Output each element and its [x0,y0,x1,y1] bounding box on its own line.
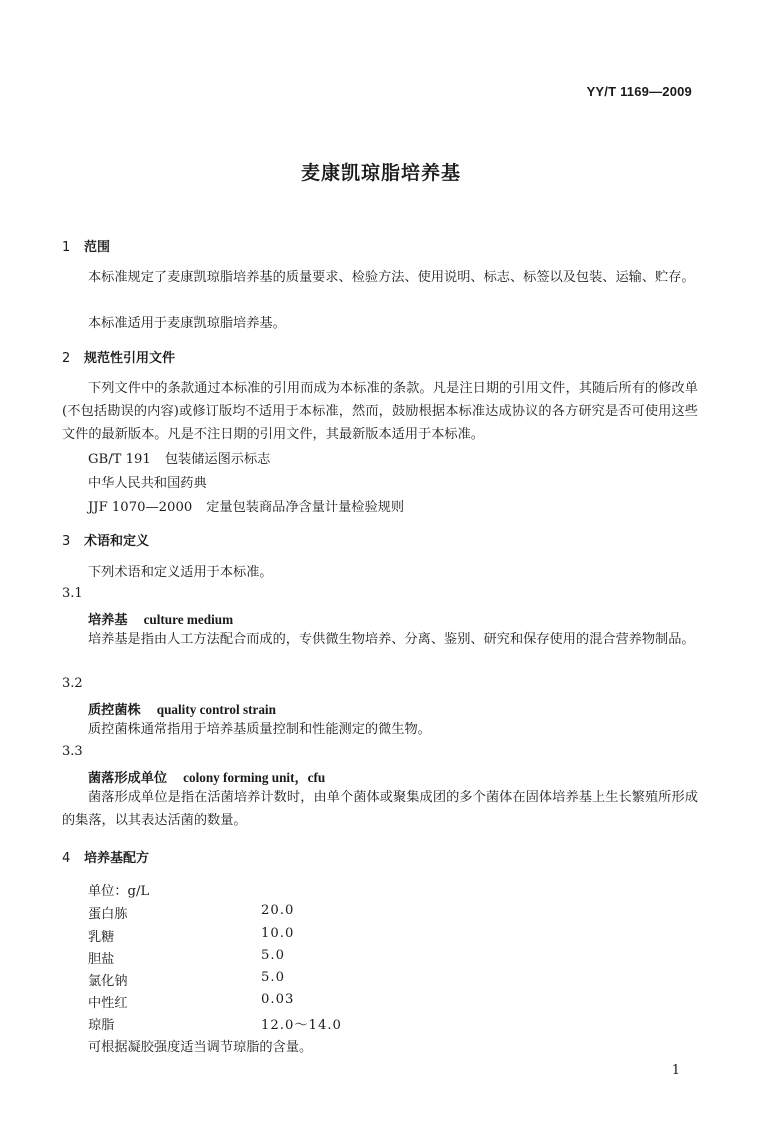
reference-code: JJF 1070—2000 [88,500,193,515]
reference-title: 中华人民共和国药典 [88,476,207,491]
ingredient-name: 蛋白胨 [88,907,128,922]
ingredient-name: 中性红 [88,996,128,1011]
section-title: 规范性引用文件 [84,351,176,366]
term-number: 3.3 [62,744,83,759]
term-heading [88,699,276,718]
formula-row [88,948,285,967]
reference-item [88,448,270,467]
term-en: culture medium [143,612,234,627]
ingredient-name: 氯化钠 [88,974,128,989]
term-zh: 培养基 [88,613,128,628]
ingredient-name: 乳糖 [88,930,115,945]
formula-row [88,926,295,945]
term-definition: 培养基是指由人工方法配合而成的，专供微生物培养、分离、鉴别、研究和保存使用的混合营养物制品。 [88,632,695,647]
reference-item [88,496,404,515]
page-number: 1 [671,1063,680,1078]
term-en: quality control strain [156,702,276,717]
terms-intro: 下列术语和定义适用于本标准。 [88,565,273,580]
reference-item [88,472,207,491]
section-number: 4 [62,851,71,866]
ingredient-value: 10.0 [261,926,295,941]
ingredient-value: 5.0 [261,948,285,963]
term-definition: 菌落形成单位是指在活菌培养计数时，由单个菌体或聚集成团的多个菌体在固体培养基上生长繁殖所形成的集落，以其表达活菌的数量。 [62,790,698,828]
formula-row [88,992,295,1011]
term-number: 3.1 [62,586,83,601]
section-title: 培养基配方 [84,851,150,866]
section-title: 范围 [84,240,111,255]
normative-intro: 下列文件中的条款通过本标准的引用而成为本标准的条款。凡是注日期的引用文件，其随后所有的修改单(不包括勘误的内容)或修订版均不适用于本标准，然而，鼓励根据本标准达成协议的各方研究是否可使用这些文件的最新版本。凡是不注日期的引用文件，其最新版本适用于本标准。 [62,381,698,442]
reference-title: 定量包装商品净含量计量检验规则 [206,500,405,515]
term-definition: 质控菌株通常指用于培养基质量控制和性能测定的微生物。 [88,722,431,737]
term-zh: 质控菌株 [88,703,141,718]
reference-code: GB/T 191 [88,452,151,467]
term-zh: 菌落形成单位 [88,771,168,786]
section-1-heading [62,236,110,255]
formula-row [88,1014,342,1033]
term-number: 3.2 [62,676,83,691]
section-number: 1 [62,240,71,255]
term-heading [88,767,325,786]
section-2-heading [62,347,175,366]
scope-paragraph-1: 本标准规定了麦康凯琼脂培养基的质量要求、检验方法、使用说明、标志、标签以及包装、运输、贮存。 [88,270,695,285]
standard-code: YY/T 1169—2009 [586,84,692,99]
ingredient-value: 5.0 [261,970,285,985]
ingredient-value: 20.0 [261,903,295,918]
formula-note: 可根据凝胶强度适当调节琼脂的含量。 [88,1040,313,1055]
section-number: 2 [62,351,71,366]
section-4-heading [62,847,149,866]
section-3-heading [62,530,149,549]
scope-paragraph-2: 本标准适用于麦康凯琼脂培养基。 [88,316,286,331]
formula-row [88,903,295,922]
term-heading [88,609,233,628]
term-en: colony forming unit，cfu [183,770,326,785]
reference-title: 包装储运图示标志 [164,452,271,467]
ingredient-name: 琼脂 [88,1018,115,1033]
formula-unit: 单位：g/L [88,884,150,899]
document-title: 麦康凯琼脂培养基 [300,162,461,184]
formula-row [88,970,285,989]
ingredient-value: 0.03 [261,992,295,1007]
ingredient-value: 12.0～14.0 [261,1018,342,1033]
section-title: 术语和定义 [84,534,150,549]
section-number: 3 [62,534,71,549]
ingredient-name: 胆盐 [88,952,115,967]
